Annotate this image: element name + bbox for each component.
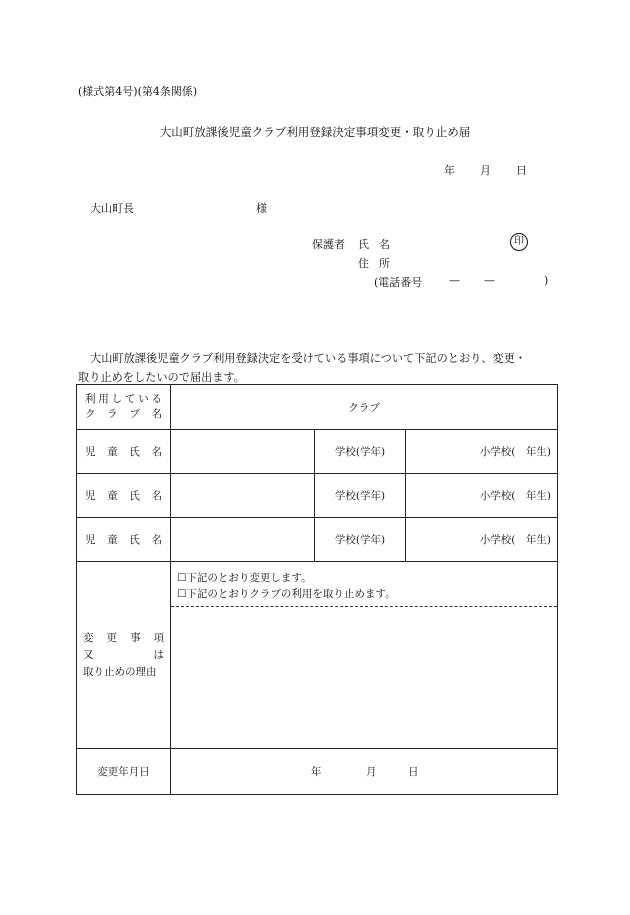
submit-date-day: 日 [516, 164, 527, 177]
guardian-address-label: 住所 [358, 257, 400, 270]
child-name-label: 児童氏名 [77, 430, 171, 474]
school-grade-input[interactable]: 小学校( 年生) [406, 518, 558, 562]
document-title: 大山町放課後児童クラブ利用登録決定事項変更・取り止め届 [159, 125, 471, 139]
child-name-input[interactable] [171, 474, 315, 518]
body-line-2: 取り止めをしたいので届出ます。 [78, 371, 245, 384]
school-grade-label: 学校(学年) [315, 518, 406, 562]
body-paragraph [78, 349, 558, 387]
change-checkbox[interactable]: ☐下記のとおり変更します。 [177, 572, 312, 584]
reason-label-line-3: 取り止めの理由 [83, 665, 157, 678]
dotted-divider [171, 606, 557, 607]
seal-mark-icon: 印 [510, 233, 528, 251]
phone-dash-1: — [449, 274, 460, 287]
child-name-label: 児童氏名 [77, 518, 171, 562]
change-date-row [77, 749, 558, 795]
club-label-line-1: 利用している [85, 393, 162, 405]
phone-paren-close: ) [544, 274, 549, 287]
change-date-label: 変更年月日 [77, 749, 171, 795]
stop-checkbox[interactable]: ☐下記のとおりクラブの利用を取り止めます。 [177, 588, 396, 600]
submit-date-year: 年 [444, 164, 455, 177]
phone-dash-2: — [484, 274, 495, 287]
child-name-input[interactable] [171, 518, 315, 562]
club-label-line-2: クラブ名 [85, 408, 162, 420]
body-line-1: 大山町放課後児童クラブ利用登録決定を受けている事項について下記のとおり、変更・ [90, 352, 527, 365]
child-name-label: 児童氏名 [77, 474, 171, 518]
addressee-honorific: 様 [256, 202, 267, 215]
application-table [76, 384, 558, 795]
change-date-input[interactable] [171, 749, 558, 795]
child-row-2 [77, 474, 558, 518]
reason-label-line-2: 又は [83, 648, 164, 661]
school-grade-label: 学校(学年) [315, 430, 406, 474]
phone-label: (電話番号 [374, 276, 423, 289]
addressee-mayor: 大山町長 [90, 202, 134, 215]
guardian-name-label: 氏名 [358, 238, 400, 251]
change-date-day: 日 [408, 766, 419, 778]
change-date-year: 年 [311, 766, 322, 778]
school-grade-input[interactable]: 小学校( 年生) [406, 474, 558, 518]
school-grade-label: 学校(学年) [315, 474, 406, 518]
reason-area[interactable] [171, 562, 558, 749]
club-input[interactable]: クラブ [171, 385, 558, 430]
change-date-month: 月 [366, 766, 377, 778]
child-row-3 [77, 518, 558, 562]
child-name-input[interactable] [171, 430, 315, 474]
reason-row [77, 562, 558, 749]
submit-date-month: 月 [480, 164, 491, 177]
club-label [77, 385, 171, 430]
guardian-label: 保護者 [312, 238, 345, 251]
child-row-1 [77, 430, 558, 474]
club-row [77, 385, 558, 430]
reason-label [77, 562, 171, 749]
reason-label-line-1: 変更事項 [83, 631, 164, 644]
form-number: (様式第4号)(第4条関係) [78, 85, 198, 98]
school-grade-input[interactable]: 小学校( 年生) [406, 430, 558, 474]
